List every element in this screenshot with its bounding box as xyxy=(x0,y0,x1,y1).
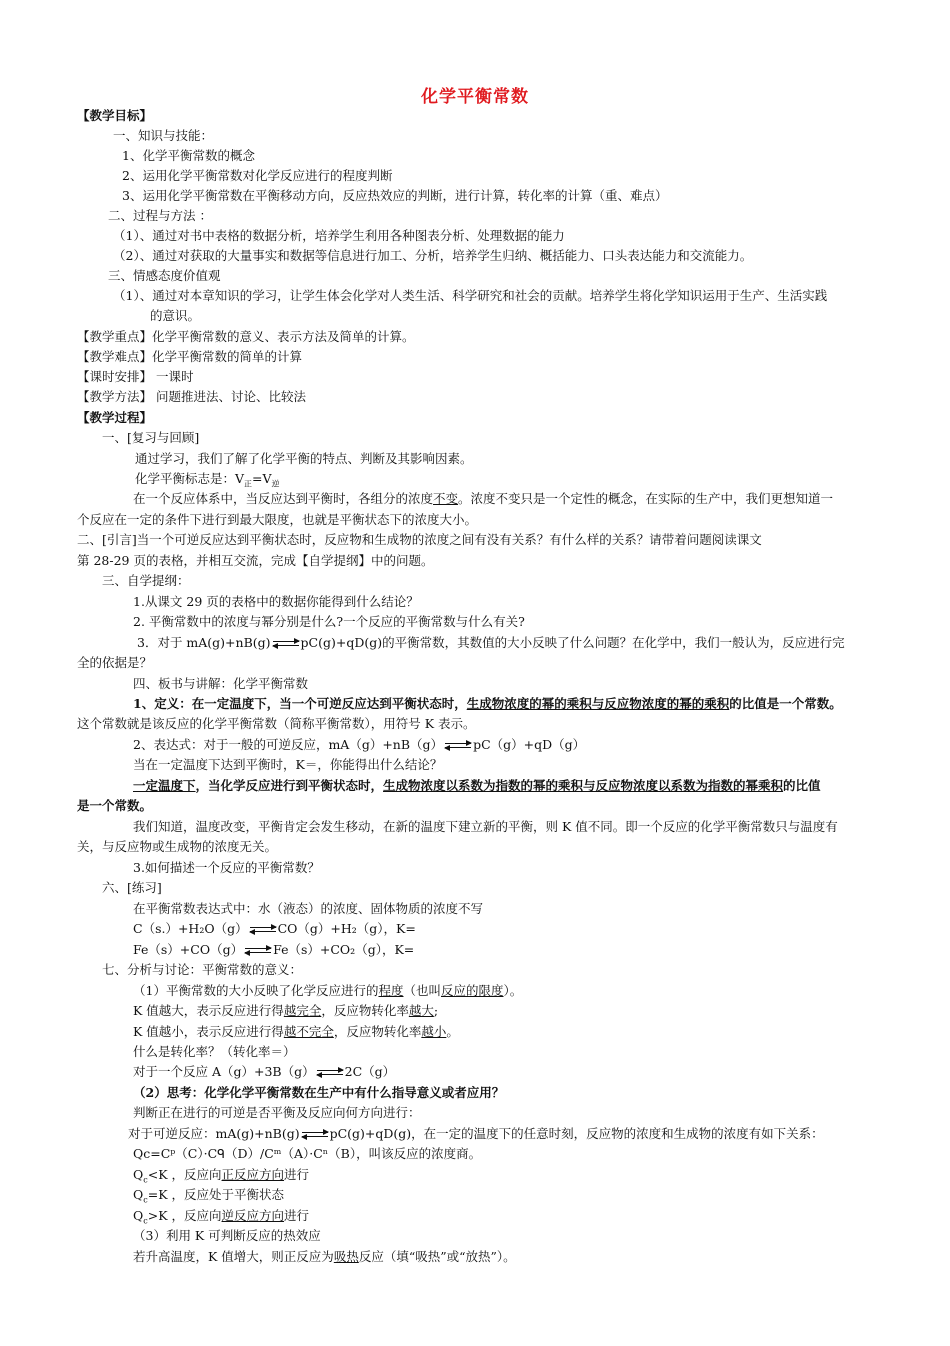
text-line: 六、[练习] xyxy=(102,880,162,895)
text-line: 【教学重点】化学平衡常数的意义、表示方法及简单的计算。 xyxy=(77,329,415,344)
text-line: 这个常数就是该反应的化学平衡常数（简称平衡常数），用符号 K 表示。 xyxy=(77,716,476,731)
text-line: 当在一定温度下达到平衡时，K＝，你能得出什么结论？ xyxy=(133,757,443,772)
text-line: Qc=Cᵖ（C）·Cᑫ（D）/Cᵐ（A）·Cⁿ（B），叫该反应的浓度商。 xyxy=(133,1146,482,1161)
text-line: 四、板书与讲解：化学平衡常数 xyxy=(133,676,309,691)
text-line: K 值越大，表示反应进行得越完全，反应物转化率越大; xyxy=(133,1003,439,1018)
text-line: Fe（s）+CO（g） Fe（s）+CO₂（g），K= xyxy=(133,942,415,957)
text-line: 我们知道，温度改变，平衡肯定会发生移动，在新的温度下建立新的平衡，则 K 值不同。即一个反应的化学平衡常数只与温度有 xyxy=(133,819,838,834)
text-line: 2、表达式：对于一般的可逆反应，mA（g）+nB（g） pC（g）+qD（g） xyxy=(133,737,586,752)
text-line: （3）利用 K 可判断反应的热效应 xyxy=(133,1228,321,1243)
text-line: （2）、通过对获取的大量事实和数据等信息进行加工、分析，培养学生归纳、概括能力、口头表达能力和交流能力。 xyxy=(113,248,753,263)
equilibrium-arrow-icon xyxy=(273,640,299,648)
text-line: 第 28-29 页的表格，并相互交流，完成【自学提纲】中的问题。 xyxy=(77,553,434,568)
text-line: 关，与反应物或生成物的浓度无关。 xyxy=(77,839,278,854)
text-line: 一、知识与技能： xyxy=(113,128,214,143)
text-line: 的意识。 xyxy=(150,308,201,323)
text-line: （1）、通过对书中表格的数据分析，培养学生利用各种图表分析、处理数据的能力 xyxy=(113,228,565,243)
text-line: 1.从课文 29 页的表格中的数据你能得到什么结论？ xyxy=(133,594,419,609)
equilibrium-arrow-icon xyxy=(250,926,276,934)
text-line: 在一个反应体系中，当反应达到平衡时，各组分的浓度不变。浓度不变只是一个定性的概念，在实际的生产中，我们更想知道一 xyxy=(133,491,834,506)
text-line: $Q_c<K$ ，反应向正反应方向进行 xyxy=(133,1167,310,1185)
text-line: 在平衡常数表达式中：水（液态）的浓度、固体物质的浓度不写 xyxy=(133,901,484,916)
text-line: 【教学方法】 问题推进法、讨论、比较法 xyxy=(77,389,306,404)
text-line: 通过学习，我们了解了化学平衡的特点、判断及其影响因素。 xyxy=(135,451,473,466)
equilibrium-arrow-icon xyxy=(245,947,271,955)
text-line: 对于可逆反应：mA(g)+nB(g) pC(g)+qD(g)，在一定的温度下的任意时刻，反应物的浓度和生成物的浓度有如下关系： xyxy=(128,1126,824,1141)
text-line: 1、定义：在一定温度下，当一个可逆反应达到平衡状态时，生成物浓度的幂的乘积与反应物浓度的幂的乘积的比值是一个常数。 xyxy=(133,696,842,711)
text-line: 三、自学提纲： xyxy=(102,573,190,588)
text-line: 一定温度下，当化学反应进行到平衡状态时，生成物浓度以系数为指数的幂的乘积与反应物浓度以系数为指数的幂乘积的比值 xyxy=(133,778,821,793)
text-line: （1）平衡常数的大小反映了化学反应进行的程度（也叫反应的限度）。 xyxy=(133,983,523,998)
section-heading: 【教学目标】 xyxy=(77,108,153,123)
text-line: 2. 平衡常数中的浓度与幂分别是什么?一个反应的平衡常数与什么有关? xyxy=(133,614,525,629)
text-line: 个反应在一定的条件下进行到最大限度，也就是平衡状态下的浓度大小。 xyxy=(77,512,478,527)
text-line: $Q_c=K$ ，反应处于平衡状态 xyxy=(133,1187,285,1205)
section-heading: 【教学过程】 xyxy=(77,410,153,425)
text-line: 1、化学平衡常数的概念 xyxy=(122,148,255,163)
text-line: 【教学难点】化学平衡常数的简单的计算 xyxy=(77,349,303,364)
text-line: 3．对于 mA(g)+nB(g) pC(g)+qD(g)的平衡常数，其数值的大小反映了什么问题？在化学中，我们一般认为，反应进行完 xyxy=(137,635,845,650)
text-line: $Q_c>K$ ，反应向逆反应方向进行 xyxy=(133,1208,310,1226)
text-line: 什么是转化率？（转化率＝） xyxy=(133,1044,296,1059)
text-line: 2、运用化学平衡常数对化学反应进行的程度判断 xyxy=(122,168,393,183)
equilibrium-arrow-icon xyxy=(445,742,471,750)
text-line: 二、[引言]当一个可逆反应达到平衡状态时，反应物和生成物的浓度之间有没有关系？有什么样的关系？请带着问题阅读课文 xyxy=(77,532,762,547)
text-line: 三、情感态度价值观 xyxy=(108,268,221,283)
text-line: 3、运用化学平衡常数在平衡移动方向，反应热效应的判断，进行计算，转化率的计算（重、难点） xyxy=(122,188,668,203)
text-line: （2）思考：化学化学平衡常数在生产中有什么指导意义或者应用？ xyxy=(133,1085,505,1100)
equilibrium-arrow-icon xyxy=(317,1069,343,1077)
equilibrium-arrow-icon xyxy=(302,1131,328,1139)
text-line: 3.如何描述一个反应的平衡常数？ xyxy=(133,860,320,875)
text-line: K 值越小，表示反应进行得越不完全，反应物转化率越小。 xyxy=(133,1024,459,1039)
text-line: 判断正在进行的可逆是否平衡及反应向何方向进行： xyxy=(133,1105,421,1120)
text-line: C（s.）+H₂O（g） CO（g）+H₂（g），K= xyxy=(133,921,416,936)
text-line: （1）、通过对本章知识的学习，让学生体会化学对人类生活、科学研究和社会的贡献。培养学生将化学知识运用于生产、生活实践 xyxy=(113,288,828,303)
text-line: 七、分析与讨论：平衡常数的意义： xyxy=(102,962,303,977)
text-line: 若升高温度，K 值增大，则正反应为吸热反应（填“吸热”或“放热”）。 xyxy=(133,1249,516,1264)
text-line: 对于一个反应 A（g）+3B（g） 2C（g） xyxy=(133,1064,396,1079)
document-title: 化学平衡常数 xyxy=(421,87,529,107)
text-line: 二、过程与方法 ： xyxy=(108,208,212,223)
text-line: 一、[复习与回顾] xyxy=(102,430,200,445)
text-line: 全的依据是？ xyxy=(77,655,153,670)
text-line: 是一个常数。 xyxy=(77,798,153,813)
text-line: 【课时安排】 一课时 xyxy=(77,369,194,384)
text-line: 化学平衡标志是：$V_正=V_逆$ xyxy=(135,471,280,489)
